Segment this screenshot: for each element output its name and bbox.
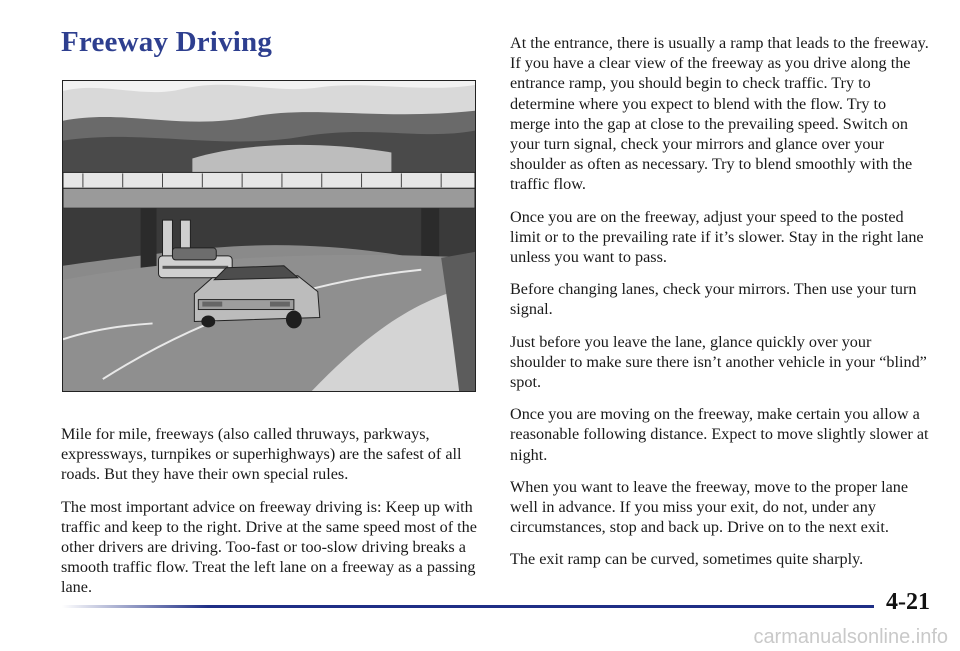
page-number: 4-21 <box>886 589 930 615</box>
left-column <box>61 424 479 610</box>
paragraph: The most important advice on freeway driving is: Keep up with traffic and keep to the right. Drive at the same speed most of the other drivers are driving. Too-fast or too-slow driving breaks a smooth traffic flow. Treat the left lane on a freeway as a passing lane. <box>61 497 477 597</box>
right-column <box>510 33 930 582</box>
footer-rule <box>62 605 874 608</box>
paragraph: Mile for mile, freeways (also called thruways, parkways, expressways, turnpikes or superhighways) are the safest of all roads. But they have their own special rules. <box>61 425 462 484</box>
paragraph: Just before you leave the lane, glance quickly over your shoulder to make sure there isn’t another vehicle in your “blind” spot. <box>510 332 927 392</box>
paragraph: When you want to leave the freeway, move to the proper lane well in advance. If you miss your exit, do not, under any circumstances, stop and back up. Drive on to the next exit. <box>510 477 909 537</box>
paragraph: Once you are on the freeway, adjust your speed to the posted limit or to the prevailing rate if it’s slower. Stay in the right lane unless you want to pass. <box>510 207 924 267</box>
freeway-overpass-illustration <box>62 80 476 392</box>
illustration-svg <box>63 81 475 391</box>
paragraph: Once you are moving on the freeway, make certain you allow a reasonable following distance. Expect to move slightly slower at night. <box>510 405 929 464</box>
paragraph: Before changing lanes, check your mirrors. Then use your turn signal. <box>510 280 917 319</box>
watermark: carmanualsonline.info <box>753 626 948 648</box>
paragraph: At the entrance, there is usually a ramp that leads to the freeway. If you have a clear view of the freeway as you drive along the entrance ramp, you should begin to check traffic. Try to determine where you expect to blend with the flow. Try to merge into the gap at close to the prevailing speed. Switch on your turn signal, check your mirrors and glance over your shoulder as often as necessary. Try to blend smoothly with the traffic flow. <box>510 34 929 194</box>
bridge-beam <box>63 188 475 208</box>
paragraph: The exit ramp can be curved, sometimes quite sharply. <box>510 550 864 569</box>
page-title: Freeway Driving <box>61 26 273 58</box>
bridge-railing <box>63 172 475 188</box>
